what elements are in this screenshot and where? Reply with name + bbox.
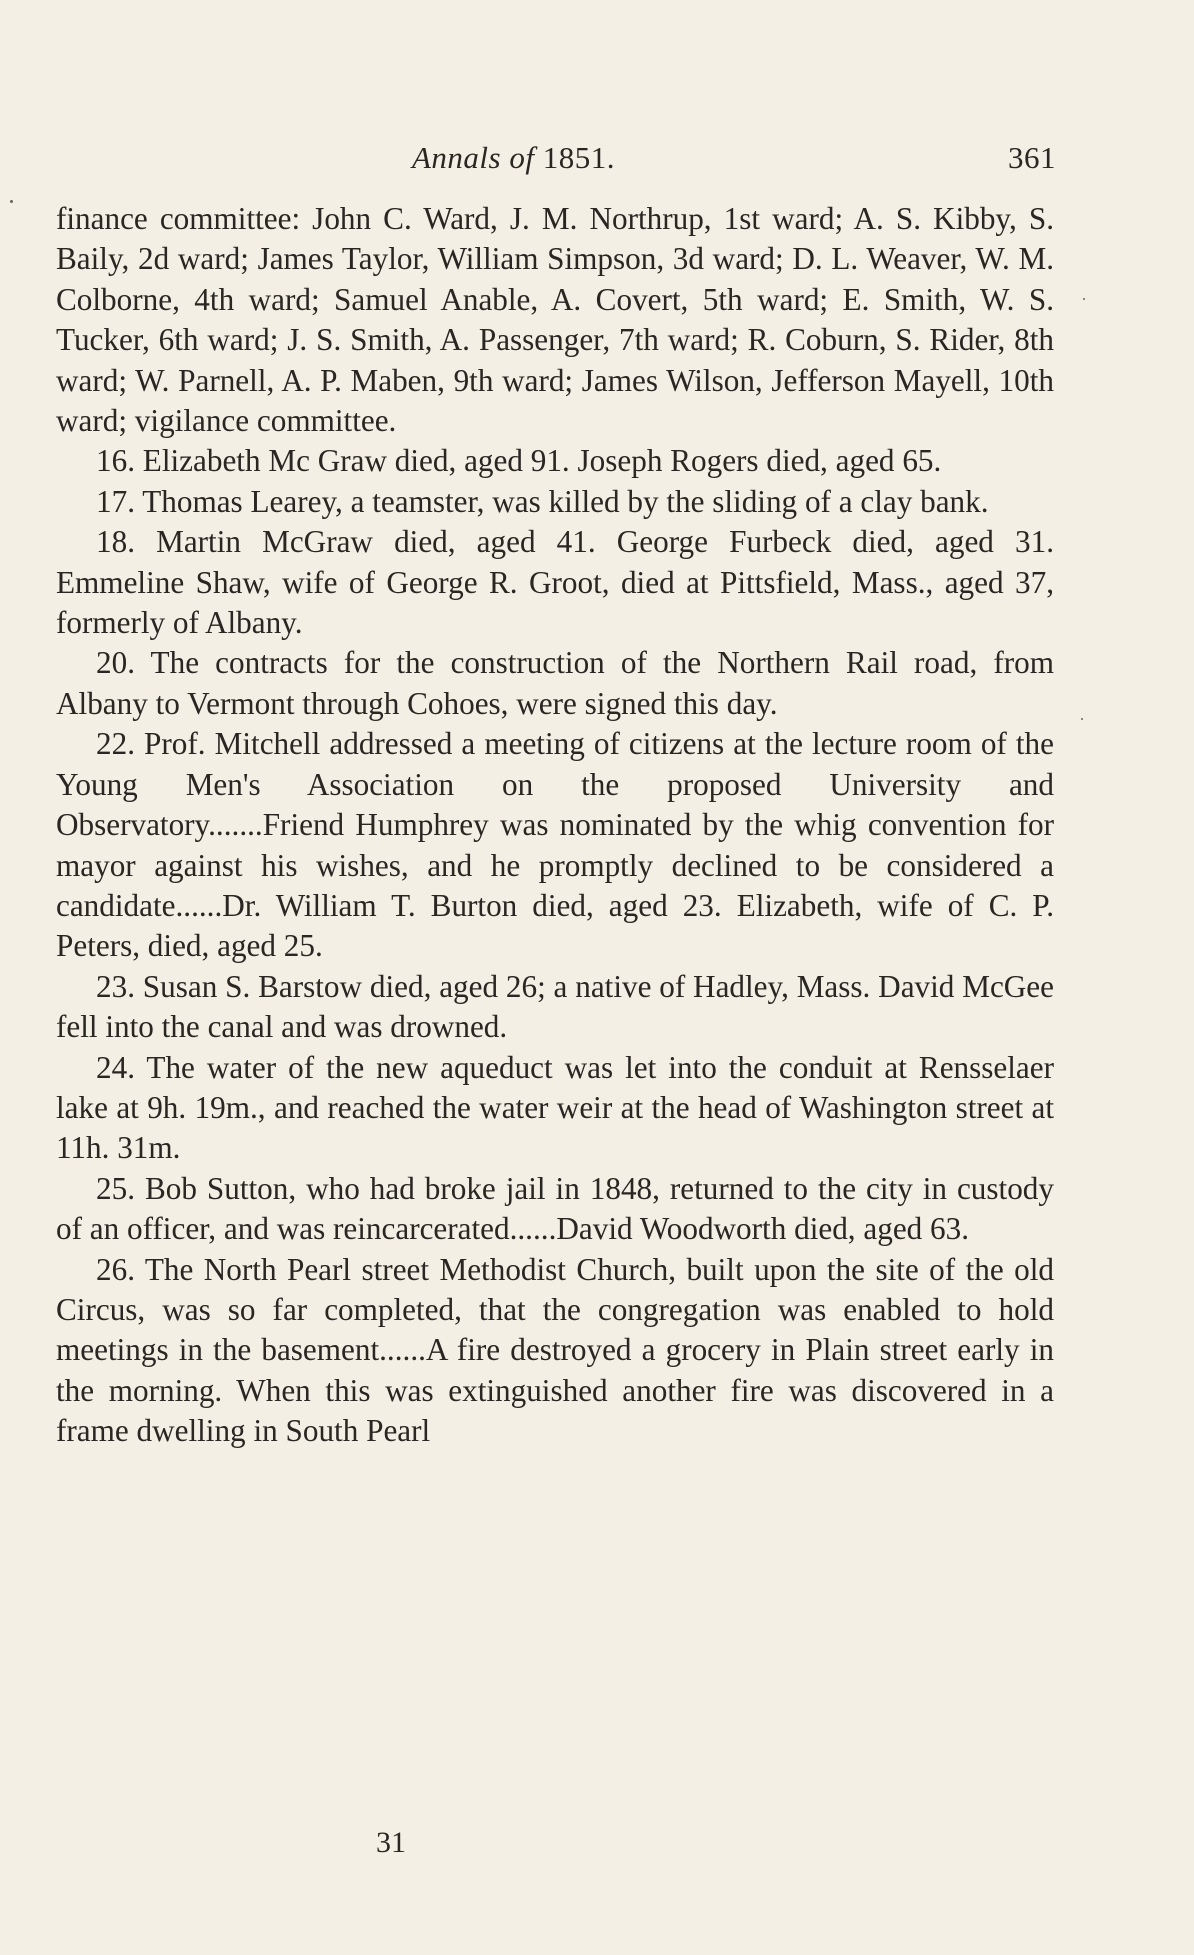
running-title-italic: Annals of bbox=[412, 140, 535, 175]
paragraph-entry-18: 18. Martin McGraw died, aged 41. George Furbeck died, aged 31. Emmeline Shaw, wife of George R. Groot, died at Pittsfield, Mass., aged 37, formerly of Albany. bbox=[56, 524, 1054, 641]
running-title-year: 1851. bbox=[542, 140, 615, 175]
paragraph-entry-25: 25. Bob Sutton, who had broke jail in 1848, returned to the city in custody of an officer, and was reincarcerated......David Woodworth died, aged 63. bbox=[56, 1170, 1054, 1247]
paragraph-entry-20: 20. The contracts for the construction of the Northern Rail road, from Albany to Vermont through Cohoes, were signed this day. bbox=[56, 645, 1054, 721]
running-title bbox=[412, 140, 615, 176]
paragraph-entry-22: 22. Prof. Mitchell addressed a meeting of citizens at the lecture room of the Young Men's Association on the proposed University and Observatory.......Friend Humphrey was nominated by the whig convention for mayor against his wishes, and he promptly declined to be considered a candidate......Dr. William T. Burton died, aged 23. Elizabeth, wife of C. P. Peters, died, aged 25. bbox=[56, 726, 1054, 964]
paragraph-entry-24: 24. The water of the new aqueduct was let into the conduit at Rensselaer lake at 9h. 19m., and reached the water weir at the head of Washington street at 11h. 31m. bbox=[56, 1049, 1054, 1166]
paragraph-entry-26: 26. The North Pearl street Methodist Church, built upon the site of the old Circus, was so far completed, that the congregation was enabled to hold meetings in the basement......A fire destroyed a grocery in Plain street early in the morning. When this was extinguished another fire was discovered in a frame dwelling in South Pearl bbox=[56, 1251, 1054, 1449]
paragraph-entry-17: 17. Thomas Learey, a teamster, was killed by the sliding of a clay bank. bbox=[96, 483, 989, 519]
page-number: 361 bbox=[1008, 140, 1056, 175]
paragraph-entry-23: 23. Susan S. Barstow died, aged 26; a native of Hadley, Mass. David McGee fell into the canal and was drowned. bbox=[56, 968, 1054, 1045]
body-text bbox=[56, 199, 1054, 1452]
paper-speck bbox=[1081, 718, 1083, 720]
paragraph-entry-16: 16. Elizabeth Mc Graw died, aged 91. Joseph Rogers died, aged 65. bbox=[96, 443, 942, 479]
paper-speck bbox=[1083, 298, 1085, 300]
running-header bbox=[56, 140, 1056, 184]
paper-speck bbox=[10, 200, 13, 203]
paragraph-finance-committee: finance committee: John C. Ward, J. M. Northrup, 1st ward; A. S. Kibby, S. Baily, 2d ward; James Taylor, William Simpson, 3d ward; D. L. Weaver, W. M. Colborne, 4th ward; Samuel Anable, A. Covert, 5th ward; E. Smith, W. S. Tucker, 6th ward; J. S. Smith, A. Passenger, 7th ward; R. Coburn, S. Rider, 8th ward; W. Parnell, A. P. Maben, 9th ward; James Wilson, Jefferson Mayell, 10th ward; vigilance committee. bbox=[56, 201, 1054, 439]
signature-mark: 31 bbox=[376, 1826, 406, 1859]
